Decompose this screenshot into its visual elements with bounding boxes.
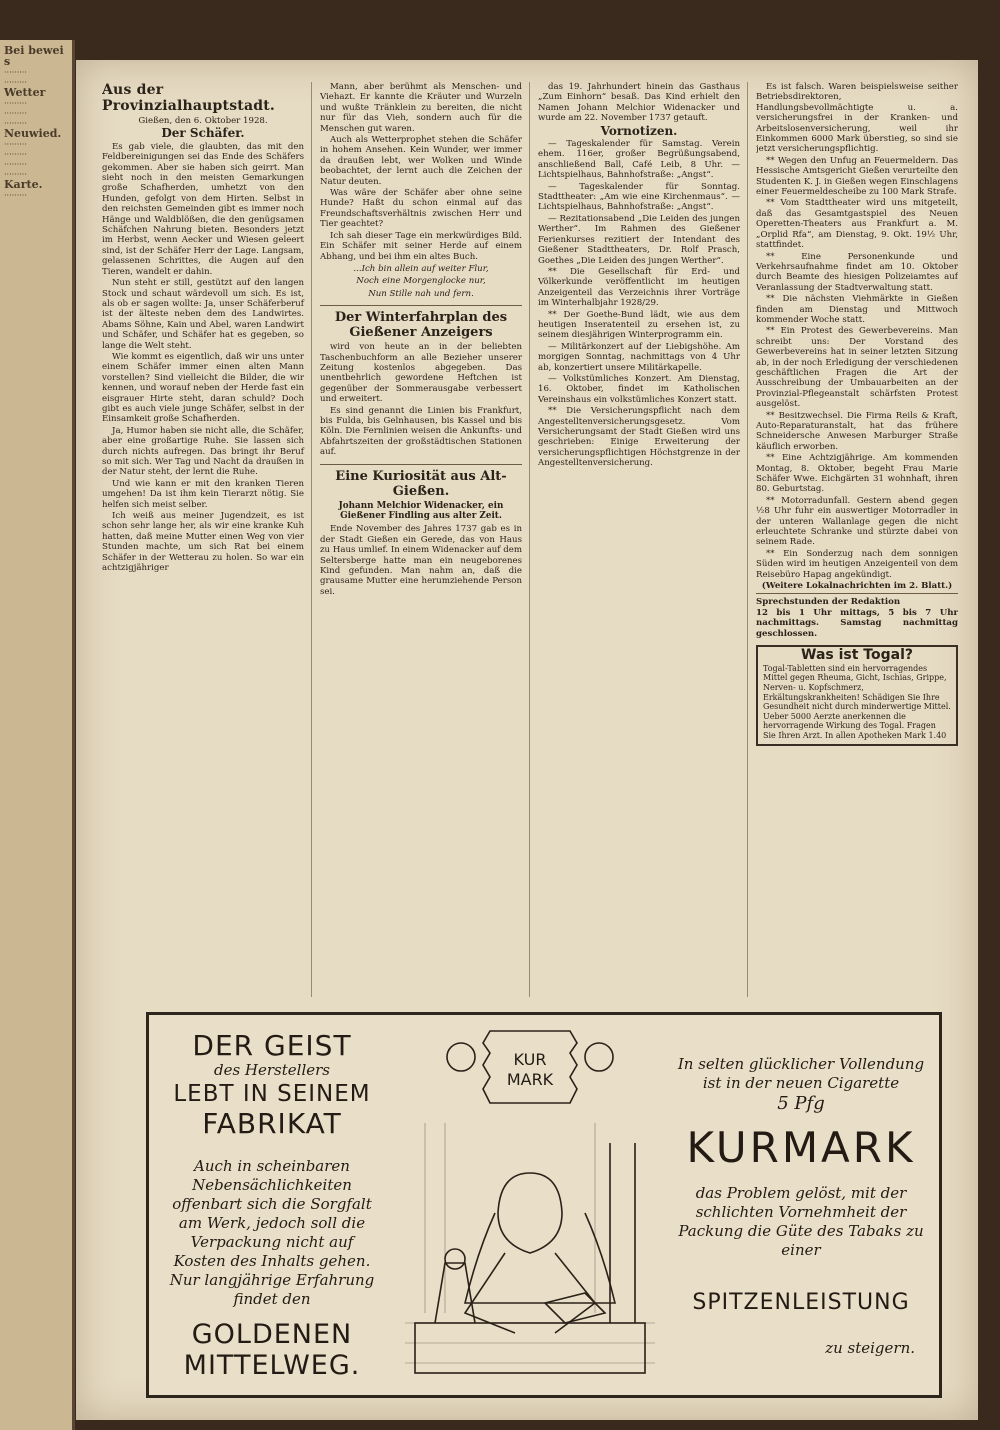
paragraph: Nun steht er still, gestützt auf den langen Stock und schaut wärdevoll um sich. Es ist, als ob er sagen wollte: Ja, unser Schäferberuf ist der älteste neben dem des Landwirtes. Abams Söhne, Kain und Abel, waren Landwirt und Schäfer, und Schäfer hat es gegeben, so lange die Welt steht. xyxy=(102,278,304,351)
article-title: Eine Kuriosität aus Alt-Gießen. xyxy=(320,464,522,499)
column-2 xyxy=(320,82,530,997)
previous-page-spine xyxy=(0,40,75,1430)
article-title: Der Winterfahrplan des Gießener Anzeigers xyxy=(320,305,522,340)
article-subtitle: Johann Melchior Widenacker, ein Gießener Findling aus alter Zeit. xyxy=(338,500,504,521)
notice: — Volkstümliches Konzert. Am Dienstag, 16. Oktober, findet im Katholischen Vereinshaus ein volkstümliches Konzert statt. xyxy=(538,373,740,405)
notice: ** Die Gesellschaft für Erd- und Völkerkunde veröffentlicht im heutigen Anzeigenteil das Verzeichnis ihrer Vorträge im Winterhalbjahr 1928/29. xyxy=(538,266,740,309)
paragraph: Es ist falsch. Waren beispielsweise seither Betriebsdirektoren, Handlungsbevollmächtigte u. a. versicherungsfrei in der Kranken- und Arbeitslosenversicherung, weil ihr Einkommen 6000 Mark überstieg, so sind sie jetzt versicherungspflichtig. xyxy=(756,82,958,155)
dateline: Gießen, den 6. Oktober 1928. xyxy=(138,116,268,126)
notice: ** Die Versicherungspflicht nach dem Angestelltenversicherungsgesetz. Vom Versicherungsamt der Stadt Gießen wird uns geschrieben: Einige Erweiterung der versicherungspflichtigen Höchstgrenze in der Angestelltenversicherung. xyxy=(538,406,740,469)
text-columns xyxy=(102,82,958,997)
advert-left-text xyxy=(167,1031,377,1381)
column-3 xyxy=(538,82,748,997)
paragraph: wird von heute an in der beliebten Taschenbuchform an alle Bezieher unserer Zeitung kostenlos abgegeben. Das unentbehrlich gewordene Heftchen ist gegenüber der Sommerausgabe verbessert und erweitert. xyxy=(320,342,522,405)
headline: Aus der Provinzialhauptstadt. xyxy=(102,82,275,114)
paragraph: Mann, aber berühmt als Menschen- und Viehazt. Er kannte die Kräuter und Wurzeln und wußte Tränklein zu bereiten, die nicht nur für das Vieh, sondern auch für die Menschen gut waren. xyxy=(320,82,522,134)
section-title: Der Schäfer. xyxy=(161,126,245,141)
logo-text: MARK xyxy=(506,1070,554,1089)
paragraph: Wie kommt es eigentlich, daß wir uns unter einem Schäfer immer einen alten Mann vorstellen? Sind vielleicht die Bilder, die wir kennen, und worauf neben der Herde fast ein eisgrauer Hirte steht, daran schuld? Doch gibt es auch viele junge Schäfer, selbst in der Einsamkeit große Schafherden. xyxy=(102,351,304,425)
advert-script-text: In selten glücklicher Vollendung ist in der neuen Cigarette xyxy=(677,1055,925,1092)
poem-line: Noch eine Morgenglocke nur, xyxy=(356,276,486,287)
advert-script-text: zu steigern. xyxy=(825,1339,915,1357)
notice: ** Der Goethe-Bund lädt, wie aus dem heutigen Inseratenteil zu ersehen ist, zu seinem diesjährigen Winterprogramm ein. xyxy=(538,309,740,341)
paragraph: Ich sah dieser Tage ein merkwürdiges Bild. Ein Schäfer mit seiner Herde auf einem Abhang, und bei ihm ein altes Buch. xyxy=(320,230,522,262)
notice: ** Ein Protest des Gewerbevereins. Man schreibt uns: Der Vorstand des Gewerbevereins hat in seiner letzten Sitzung ab, in der noch Erledigung der verschiedenen geschäftlichen Fragen die Art der Ausschreibung der Umbauarbeiten an der Provinzial-Pflegeanstalt schärfsten Protest ausgelöst. xyxy=(756,326,958,410)
advert-script-text: das Problem gelöst, mit der schlichten Vornehmheit der Packung die Güte des Tabaks zu einer xyxy=(678,1184,924,1259)
poem-line: ...Ich bin allein auf weiter Flur, xyxy=(353,263,489,274)
notice: ** Motorradunfall. Gestern abend gegen ½8 Uhr fuhr ein auswertiger Motorradler in der unteren Wallanlage gegen die nicht erleuchtete Schranke und stürzte dabei von seinem Rade. xyxy=(756,495,958,548)
column-4 xyxy=(756,82,958,997)
logo-text: KUR xyxy=(513,1050,547,1069)
column-1 xyxy=(102,82,312,997)
notice: ** Eine Achtzigjährige. Am kommenden Montag, 8. Oktober, begeht Frau Marie Schäfer Wwe. Eichgärten 31 wohnhaft, ihren 80. Geburtstag. xyxy=(756,453,958,495)
paragraph: Was wäre der Schäfer aber ohne seine Hunde? Haßt du schon einmal auf das Freundschaftsverhältnis zwischen Herr und Tier geachtet? xyxy=(320,188,522,230)
office-hours-text: 12 bis 1 Uhr mittags, 5 bis 7 Uhr nachmittags. Samstag nachmittag geschlossen. xyxy=(756,607,958,639)
notice: — Tageskalender für Sonntag. Stadttheater: „Am wie eine Kirchenmaus“. — Lichtspielhaus, Bahnhofstraße: „Angst“. xyxy=(538,181,740,213)
paragraph: Ende November des Jahres 1737 gab es in der Stadt Gießen ein Gerede, das von Haus zu Haus umlief. In einem Widenacker auf dem Seltersberge hatte man ein neugeborenes Kind gefunden. Man nahm an, daß die grausame Mutter eine herumziehende Person sei. xyxy=(320,524,522,597)
paragraph: Auch als Wetterprophet stehen die Schäfer in hohem Ansehen. Kein Wunder, wer immer da draußen lebt, wer Wolken und Winde beobachtet, der lernt auch die Zeichen der Natur deuten. xyxy=(320,135,522,187)
advert-slogan: GOLDENEN MITTELWEG. xyxy=(183,1319,361,1381)
paragraph: Und wie kann er mit den kranken Tieren umgehen! Da ist ihm kein Tierarzt nötig. Sie helfen sich meist selber. xyxy=(102,478,304,510)
kurmark-advert xyxy=(146,1012,942,1398)
paragraph: Es sind genannt die Linien bis Frankfurt, bis Fulda, bis Gelnhausen, bis Kassel und bis Köln. Die Fernlinien weisen die Ankunfts- und Abfahrtszeiten der großstädtischen Stationen auf. xyxy=(320,405,522,458)
paragraph: Ja, Humor haben sie nicht alle, die Schäfer, aber eine großartige Ruhe. Sie lassen sich durch nichts aufregen. Das bringt ihr Beruf so mit sich. Wer Tag und Nacht da draußen in der Natur steht, der lernt die Ruhe. xyxy=(102,425,304,478)
advert-brand: KURMARK xyxy=(686,1123,916,1172)
notice: — Militärkonzert auf der Liebigshöhe. Am morgigen Sonntag, nachmittags von 4 Uhr ab, konzertiert unsere Militärkapelle. xyxy=(538,341,740,373)
advert-right-text xyxy=(677,1055,925,1357)
paragraph: Ich weiß aus meiner Jugendzeit, es ist schon sehr lange her, als wir eine kranke Kuh hatten, daß meine Mutter einen Weg von vier Stunden machte, um sich Rat bei einem Schäfer in der Wetterau zu holen. So war ein achtzigjähriger xyxy=(102,511,304,574)
notice: ** Besitzwechsel. Die Firma Reils & Kraft, Auto-Reparaturanstalt, hat das frühere Schneidersche Anwesen Marburger Straße käuflich erworben. xyxy=(756,410,958,452)
newspaper-page xyxy=(76,60,978,1420)
poem-line: Nun Stille nah und fern. xyxy=(368,288,474,299)
notice: — Rezitationsabend „Die Leiden des jungen Werther“. Im Rahmen des Gießener Ferienkurses rezitiert der Intendant des Gießener Stadttheaters, Dr. Rolf Prasch, Goethes „Die Leiden des jungen Werther“. xyxy=(538,213,740,266)
more-news-note: (Weitere Lokalnachrichten im 2. Blatt.) xyxy=(761,581,953,592)
notice: ** Wegen den Unfug an Feuermeldern. Das Hessische Amtsgericht Gießen verurteilte den Studenten K. J. in Gießen wegen Einschlagens einer Feuermeldescheibe zu 100 Mark Strafe. xyxy=(756,155,958,198)
notice: ** Die nächsten Viehmärkte in Gießen finden am Dienstag und Mittwoch kommender Woche statt. xyxy=(756,294,958,325)
notice: ** Vom Stadttheater wird uns mitgeteilt, daß das Gesamtgastspiel des Neuen Operetten-Theaters aus Frankfurt a. M. „Orplid Rfa“, am Dienstag, 9. Okt. 19½ Uhr, stattfindet. xyxy=(756,198,958,251)
notice: ** Ein Sonderzug nach dem sonnigen Süden wird im heutigen Anzeigenteil von dem Reisebüro Hapag angekündigt. xyxy=(756,548,958,580)
togal-text: Togal-Tabletten sind ein hervorragendes Mittel gegen Rheuma, Gicht, Ischias, Grippe, Nerven- u. Kopfschmerz, Erkältungskrankheiten! Schädigen Sie Ihre Gesundheit nicht durch minderwertige Mittel. Ueber 5000 Aerzte anerkennen die hervorragende Wirkung des Togal. Fragen Sie Ihren Arzt. In allen Apotheken Mark 1.40 xyxy=(763,663,951,740)
togal-title: Was ist Togal? xyxy=(801,647,913,664)
advert-price: 5 Pfg xyxy=(777,1093,825,1114)
spine-text: Bei beweis ········· ········· Wetter ········· ········· ········· Neuwied. ········· ········· ········· ········· Karte. ········· xyxy=(4,44,64,200)
smoker-illustration xyxy=(395,1023,665,1383)
office-hours-title: Sprechstunden der Redaktion xyxy=(756,593,958,607)
advert-line: LEBT IN SEINEM xyxy=(173,1081,371,1107)
advert-line: des Herstellers xyxy=(213,1061,330,1079)
section-title: Vornotizen. xyxy=(600,123,678,138)
paragraph: das 19. Jahrhundert hinein das Gasthaus „Zum Einhorn“ besaß. Das Kind erhielt den Namen Johann Melchior Widenacker und wurde am 22. November 1737 getauft. xyxy=(538,82,740,124)
togal-advert xyxy=(756,645,958,746)
paragraph: Es gab viele, die glaubten, das mit den Feldbereinigungen sei das Ende des Schäfers gekommen. Aber sie haben sich geirrt. Man sieht noch in den meisten Gemarkungen große Schafherden, umhetzt von den Hunden, gefolgt von dem Hirten. Selbst in den reichsten Gemeinden gibt es immer noch Hänge und Waldblößen, die den genügsamen Schäfchen Nahrung bieten. Besonders jetzt im Herbst, wenn Aecker und Wiesen geleert sind, ist der Schäfer Herr der Lage. Langsam, gelassenen Schrittes, die Augen auf den Tieren, wandelt er dahin. xyxy=(102,141,304,277)
advert-line: FABRIKAT xyxy=(202,1107,342,1140)
notice: — Tageskalender für Samstag. Verein ehem. 116er, großer Begrüßungsabend, anschließend Ball, Café Leib, 8 Uhr. — Lichtspielhaus, Bahnhofstraße: „Angst“. xyxy=(538,139,740,181)
advert-slogan: SPITZENLEISTUNG xyxy=(692,1290,910,1315)
notice: ** Eine Personenkunde und Verkehrsaufnahme findet am 10. Oktober durch Beamte des hiesigen Polizeiamtes auf Veranlassung der Stadtverwaltung statt. xyxy=(756,251,958,293)
advert-line: DER GEIST xyxy=(192,1029,352,1062)
advert-script-text: Auch in scheinbaren Nebensächlichkeiten offenbart sich die Sorgfalt am Werk, jedoch soll die Verpackung nicht auf Kosten des Inhalts gehen. Nur langjährige Erfahrung findet den xyxy=(169,1157,375,1308)
